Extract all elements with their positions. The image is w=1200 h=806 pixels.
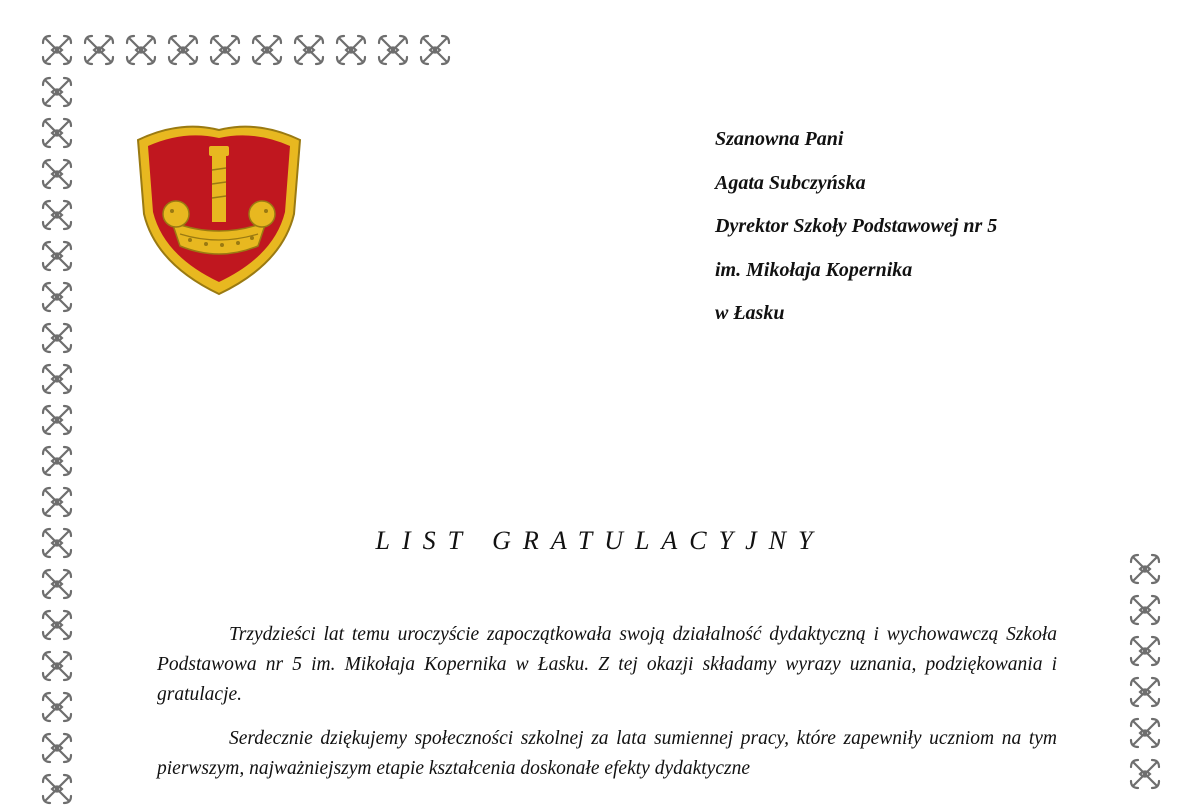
ornament-border-icon — [292, 33, 326, 67]
ornament-border-left — [40, 75, 74, 806]
ornament-border-icon — [1128, 552, 1162, 586]
ornament-border-icon — [40, 608, 74, 642]
ornament-border-icon — [124, 33, 158, 67]
ornament-border-icon — [1128, 675, 1162, 709]
ornament-border-icon — [1128, 757, 1162, 791]
ornament-border-icon — [208, 33, 242, 67]
ornament-border-icon — [40, 198, 74, 232]
body-paragraph-2: Serdecznie dziękujemy społeczności szkolnej za lata sumiennej pracy, które zapewniły uczniom na tym pierwszym, najważniejszym etapie kształcenia doskonałe efekty dydaktyczne — [157, 728, 1057, 779]
ornament-border-icon — [82, 33, 116, 67]
ornament-border-icon — [1128, 634, 1162, 668]
ornament-border-icon — [376, 33, 410, 67]
ornament-border-icon — [40, 362, 74, 396]
ornament-border-icon — [250, 33, 284, 67]
addressee-position: Dyrektor Szkoły Podstawowej nr 5 — [715, 215, 998, 237]
coat-of-arms-icon — [132, 122, 306, 296]
body-paragraph-1: Trzydzieści lat temu uroczyście zapoczątkowała swoją działalność dydaktyczną i wychowawczą Szkoła Podstawowa nr 5 im. Mikołaja Kopernika w Łasku. Z tej okazji składamy wyrazy uznania, podziękowania i gratulacje. — [157, 624, 1057, 705]
ornament-border-icon — [334, 33, 368, 67]
ornament-border-icon — [40, 485, 74, 519]
addressee-school-name: im. Mikołaja Kopernika — [715, 258, 913, 281]
ornament-border-icon — [40, 157, 74, 191]
ornament-border-icon — [40, 239, 74, 273]
ornament-border-icon — [40, 116, 74, 150]
addressee-name: Agata Subczyńska — [715, 171, 866, 194]
ornament-border-icon — [40, 444, 74, 478]
ornament-border-top — [40, 33, 452, 67]
addressee-location: w Łasku — [715, 302, 785, 324]
document-title: LIST GRATULACYJNY — [375, 526, 825, 555]
ornament-border-icon — [166, 33, 200, 67]
ornament-border-icon — [40, 731, 74, 765]
ornament-border-icon — [40, 321, 74, 355]
ornament-border-icon — [40, 33, 74, 67]
addressee-salutation: Szanowna Pani — [715, 128, 844, 150]
ornament-border-icon — [1128, 593, 1162, 627]
ornament-border-icon — [40, 280, 74, 314]
ornament-border-icon — [40, 403, 74, 437]
addressee-block — [715, 124, 997, 342]
letter-body — [157, 620, 1057, 798]
ornament-border-icon — [40, 690, 74, 724]
ornament-border-icon — [40, 567, 74, 601]
ornament-border-icon — [1128, 716, 1162, 750]
ornament-border-right — [1128, 552, 1162, 791]
ornament-border-icon — [40, 772, 74, 806]
ornament-border-icon — [418, 33, 452, 67]
ornament-border-icon — [40, 75, 74, 109]
ornament-border-icon — [40, 649, 74, 683]
